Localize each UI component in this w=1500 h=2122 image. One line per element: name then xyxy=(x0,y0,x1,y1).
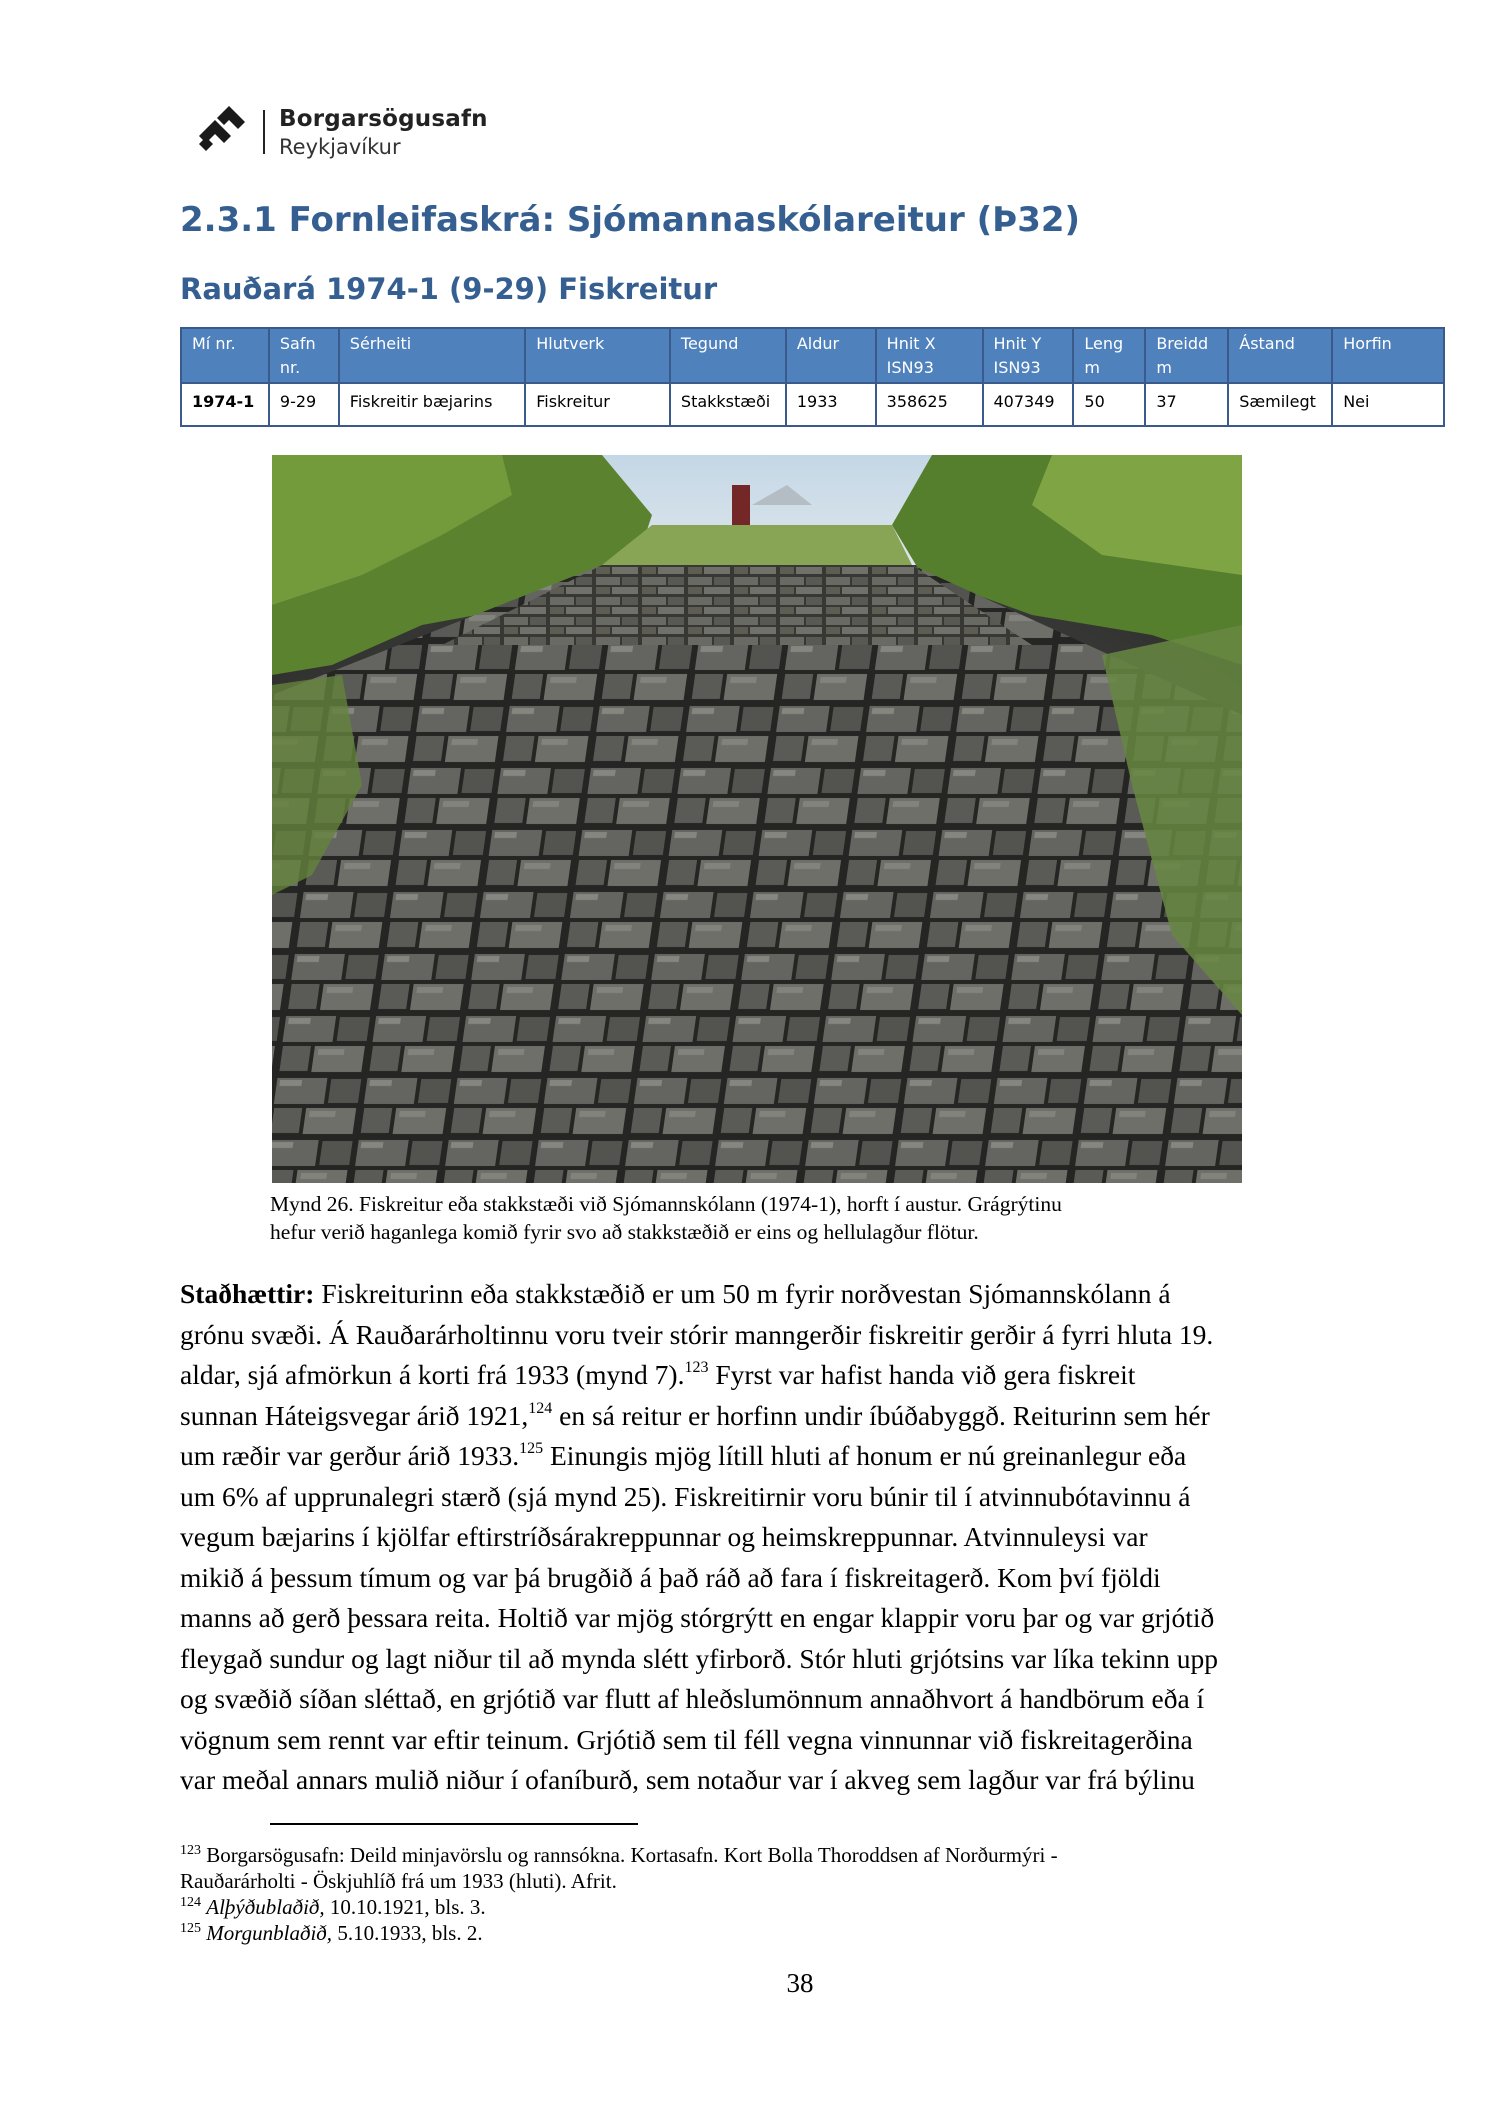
footnote xyxy=(180,1920,1340,1946)
logo-name: Borgarsögusafn xyxy=(279,106,488,132)
col-header: Mí nr. xyxy=(181,328,269,383)
footnote-source-title: Morgunblaðið, xyxy=(206,1921,333,1945)
col-header: Hlutverk xyxy=(525,328,670,383)
table-cell: Sæmilegt xyxy=(1228,383,1332,426)
footnote-separator xyxy=(270,1823,638,1825)
table-cell: 37 xyxy=(1145,383,1228,426)
logo-divider xyxy=(263,110,265,154)
text-line: og svæðið síðan sléttað, en grjótið var flutt af hleðslumönnum annaðhvort á handbörum eða í xyxy=(180,1683,1205,1714)
text-line xyxy=(180,1355,1330,1396)
table-cell: Fiskreitir bæjarins xyxy=(339,383,525,426)
col-header: Leng m xyxy=(1073,328,1145,383)
table-cell: 50 xyxy=(1073,383,1145,426)
body-paragraph xyxy=(180,1274,1330,1801)
footnote-text: 5.10.1933, bls. 2. xyxy=(332,1921,483,1945)
text-line: grónu svæði. Á Rauðarárholtinnu voru tveir stórir manngerðir fiskreitir gerðir á fyrri hluta 19. xyxy=(180,1318,1214,1350)
col-header: Sérheiti xyxy=(339,328,525,383)
table-cell: Stakkstæði xyxy=(670,383,786,426)
text-run: en sá reitur er horfinn undir íbúðabyggð. Reiturinn sem hér xyxy=(552,1399,1210,1431)
caption-line: Mynd 26. Fiskreitur eða stakkstæði við Sjómannskólann (1974-1), horft í austur. Grágrýtinu xyxy=(270,1192,1062,1216)
col-header: Hnit X ISN93 xyxy=(876,328,983,383)
text-run: Fiskreiturinn eða stakkstæðið er um 50 m fyrir norðvestan Sjómannskólann á xyxy=(314,1278,1171,1309)
text-run: aldar, sjá afmörkun á korti frá 1933 (mynd 7). xyxy=(180,1359,685,1390)
footnotes xyxy=(180,1842,1340,1946)
text-line: vegum bæjarins í kjölfar eftirstríðsárakreppunnar og heimskreppunnar. Atvinnuleysi var xyxy=(180,1521,1148,1552)
table-cell: 358625 xyxy=(876,383,983,426)
footnote-number: 125 xyxy=(180,1921,201,1936)
text-line xyxy=(180,1436,1330,1477)
table-cell: 407349 xyxy=(983,383,1074,426)
col-header: Hnit Y ISN93 xyxy=(983,328,1074,383)
text-line xyxy=(180,1396,1330,1437)
section-lead: Staðhættir: xyxy=(180,1278,315,1309)
text-line xyxy=(180,1274,1330,1315)
footnote-ref[interactable]: 123 xyxy=(684,1359,709,1376)
footnote xyxy=(180,1894,1340,1920)
footnote-number: 124 xyxy=(180,1895,201,1910)
caption-line: hefur verið haganlega komið fyrir svo að stakkstæðið er eins og hellulagður flötur. xyxy=(270,1220,979,1244)
figure-caption xyxy=(270,1190,1250,1246)
col-header: Ástand xyxy=(1228,328,1332,383)
text-run: um ræðir var gerður árið 1933. xyxy=(180,1440,520,1471)
text-line: um 6% af upprunalegri stærð (sjá mynd 25). Fiskreitirnir voru búnir til í atvinnubótavinnu á xyxy=(180,1480,1191,1512)
footnote-ref[interactable]: 124 xyxy=(528,1399,553,1417)
text-line: var meðal annars mulið niður í ofaníburð, sem notaður var í akveg sem lagður var frá býlinu xyxy=(180,1764,1195,1795)
table-row xyxy=(181,383,1444,426)
text-line: fleygað sundur og lagt niður til að mynda slétt yfirborð. Stór hluti grjótsins var líka tekinn upp xyxy=(180,1642,1218,1674)
site-heading: Rauðará 1974-1 (9-29) Fiskreitur xyxy=(180,272,718,306)
footnote-text: Borgarsögusafn: Deild minjavörslu og rannsókna. Kortasafn. Kort Bolla Thoroddsen af Norðurmýri - xyxy=(201,1843,1058,1867)
table-header-row xyxy=(181,328,1444,383)
footnote xyxy=(180,1842,1340,1868)
museum-logo xyxy=(195,104,495,160)
footnote-source-title: Alþýðublaðið, xyxy=(206,1895,325,1919)
col-header: Tegund xyxy=(670,328,786,383)
logo-subtitle: Reykjavíkur xyxy=(279,135,401,159)
text-line: vögnum sem rennt var eftir teinum. Grjótið sem til féll vegna vinnunnar við fiskreitagerðina xyxy=(180,1723,1193,1755)
table-cell: 9-29 xyxy=(269,383,339,426)
footnote-ref[interactable]: 125 xyxy=(519,1440,544,1457)
table-cell: 1933 xyxy=(786,383,876,426)
logo-mark-icon xyxy=(195,106,255,156)
page-number: 38 xyxy=(786,1968,814,1998)
text-run: sunnan Háteigsvegar árið 1921, xyxy=(180,1399,529,1431)
table-cell: Nei xyxy=(1332,383,1444,426)
col-header: Aldur xyxy=(786,328,876,383)
col-header: Breidd m xyxy=(1145,328,1228,383)
text-line: mikið á þessum tímum og var þá brugðið á það ráð að fara í fiskreitagerð. Kom því fjöldi xyxy=(180,1561,1161,1593)
col-header: Horfin xyxy=(1332,328,1444,383)
footnote-continuation: Rauðarárholti - Öskjuhlíð frá um 1933 (hluti). Afrit. xyxy=(180,1869,617,1893)
text-run: Einungis mjög lítill hluti af honum er nú greinanlegur eða xyxy=(543,1440,1187,1471)
site-register-table xyxy=(180,327,1445,427)
section-heading: 2.3.1 Fornleifaskrá: Sjómannaskólareitur (Þ32) xyxy=(180,200,1081,240)
footnote-text: 10.10.1921, bls. 3. xyxy=(324,1895,486,1919)
text-run: Fyrst var hafist handa við gera fiskreit xyxy=(708,1359,1136,1390)
fish-drying-yard-photo xyxy=(272,455,1242,1183)
text-line: manns að gerð þessara reita. Holtið var mjög stórgrýtt en engar klappir voru þar og var grjótið xyxy=(180,1602,1215,1633)
table-cell: Fiskreitur xyxy=(525,383,670,426)
table-cell: 1974-1 xyxy=(181,383,269,426)
footnote-number: 123 xyxy=(180,1843,201,1858)
col-header: Safn nr. xyxy=(269,328,339,383)
